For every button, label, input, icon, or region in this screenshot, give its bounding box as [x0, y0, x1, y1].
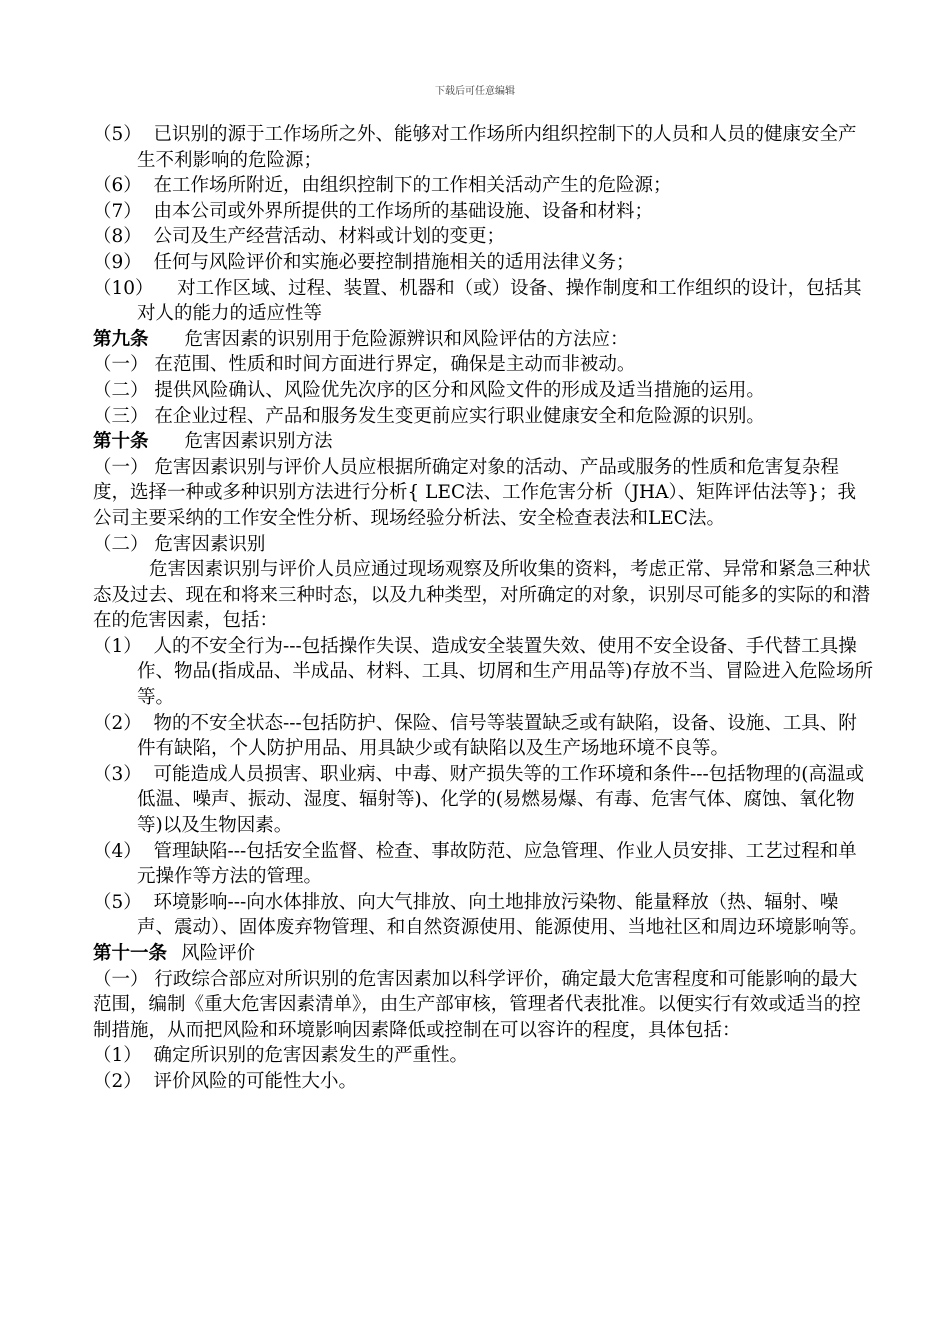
list-item	[93, 711, 873, 762]
list-item-text: （9） 任何与风险评价和实施必要控制措施相关的适用法律义务；	[93, 251, 635, 273]
list-item	[93, 762, 873, 839]
document-body	[93, 122, 873, 1095]
list-item	[93, 122, 873, 173]
list-item	[93, 250, 873, 276]
paragraph: （一） 在范围、性质和时间方面进行界定，确保是主动而非被动。	[93, 354, 636, 376]
paragraph: 危害因素识别与评价人员应通过现场观察及所收集的资料，考虑正常、异常和紧急三种状态及过去、现在和将来三种时态，以及九种类型，对所确定的对象，识别尽可能多的实际的和潜在的危害因素，包括：	[93, 559, 871, 632]
list-item-text: （2） 物的不安全状态---包括防护、保险、信号等装置缺乏或有缺陷，设备、设施、工具、附件有缺陷，个人防护用品、用具缺少或有缺陷以及生产场地环境不良等。	[93, 712, 857, 760]
article-title: 危害因素识别方法	[184, 431, 333, 453]
paragraph: （二） 提供风险确认、风险优先次序的区分和风险文件的形成及适当措施的运用。	[93, 379, 765, 401]
article-number: 第十条	[93, 431, 149, 453]
list-item-text: （1） 确定所识别的危害因素发生的严重性。	[93, 1045, 469, 1067]
list-item-text: （6） 在工作场所附近，由组织控制下的工作相关活动产生的危险源；	[93, 175, 672, 197]
list-item-text: （2） 评价风险的可能性大小。	[93, 1070, 358, 1092]
article-heading	[93, 941, 873, 967]
paragraph: （二） 危害因素识别	[93, 533, 266, 555]
list-item	[93, 224, 873, 250]
list-item	[93, 1043, 873, 1069]
list-item-text: （4） 管理缺陷---包括安全监督、检查、事故防范、应急管理、作业人员安排、工艺过程和单元操作等方法的管理。	[93, 840, 857, 888]
list-item	[93, 1069, 873, 1095]
article-title: 危害因素的识别用于危险源辨识和风险评估的方法应：	[184, 328, 629, 350]
list-item-text: （8） 公司及生产经营活动、材料或计划的变更；	[93, 226, 506, 248]
article-heading	[93, 327, 873, 353]
page-header: 下载后可任意编辑	[435, 86, 515, 97]
list-item	[93, 890, 873, 941]
list-item-text: （1） 人的不安全行为---包括操作失误、造成安全装置失效、使用不安全设备、手代替工具操作、物品(指成品、半成品、材料、工具、切屑和生产用品等)存放不当、冒险进入危险场所等。	[93, 635, 873, 709]
list-item	[93, 173, 873, 199]
list-item	[93, 199, 873, 225]
list-item-text: （5） 环境影响---向水体排放、向大气排放、向土地排放污染物、能量释放（热、辐射、噪声、震动）、固体废弃物管理、和自然资源使用、能源使用、当地社区和周边环境影响等。	[93, 891, 868, 939]
article-title: 风险评价	[181, 943, 256, 964]
list-item	[93, 276, 873, 327]
list-item	[93, 634, 873, 711]
paragraph: （三） 在企业过程、产品和服务发生变更前应实行职业健康安全和危险源的识别。	[93, 405, 765, 427]
list-item-text: （10） 对工作区域、过程、装置、机器和（或）设备、操作制度和工作组织的设计，包括其对人的能力的适应性等	[93, 277, 862, 325]
list-item	[93, 839, 873, 890]
article-number: 第九条	[93, 328, 149, 350]
paragraph: （一） 行政综合部应对所识别的危害因素加以科学评价，确定最大危害程度和可能影响的最大范围，编制《重大危害因素清单》，由生产部审核，管理者代表批准。以便实行有效或适当的控制措施，从而把风险和环境影响因素降低或控制在可以容许的程度，具体包括：	[93, 968, 861, 1041]
list-item-text: （3） 可能造成人员损害、职业病、中毒、财产损失等的工作环境和条件---包括物理的(高温或低温、噪声、振动、湿度、辐射等)、化学的(易燃易爆、有毒、危害气体、腐蚀、氧化物等)以及生物因素。	[93, 763, 865, 837]
article-number: 第十一条	[93, 943, 168, 964]
list-item-text: （5） 已识别的源于工作场所之外、能够对工作场所内组织控制下的人员和人员的健康安全产生不利影响的危险源；	[93, 124, 857, 171]
article-heading	[93, 429, 873, 455]
paragraph: （一） 危害因素识别与评价人员应根据所确定对象的活动、产品或服务的性质和危害复杂程度，选择一种或多种识别方法进行分析{ LEC法、工作危害分析（JHA）、矩阵评估法等}；我公司主要采纳的工作安全性分析、现场经验分析法、安全检查表法和LEC法。	[93, 456, 857, 529]
list-item-text: （7） 由本公司或外界所提供的工作场所的基础设施、设备和材料；	[93, 200, 654, 222]
